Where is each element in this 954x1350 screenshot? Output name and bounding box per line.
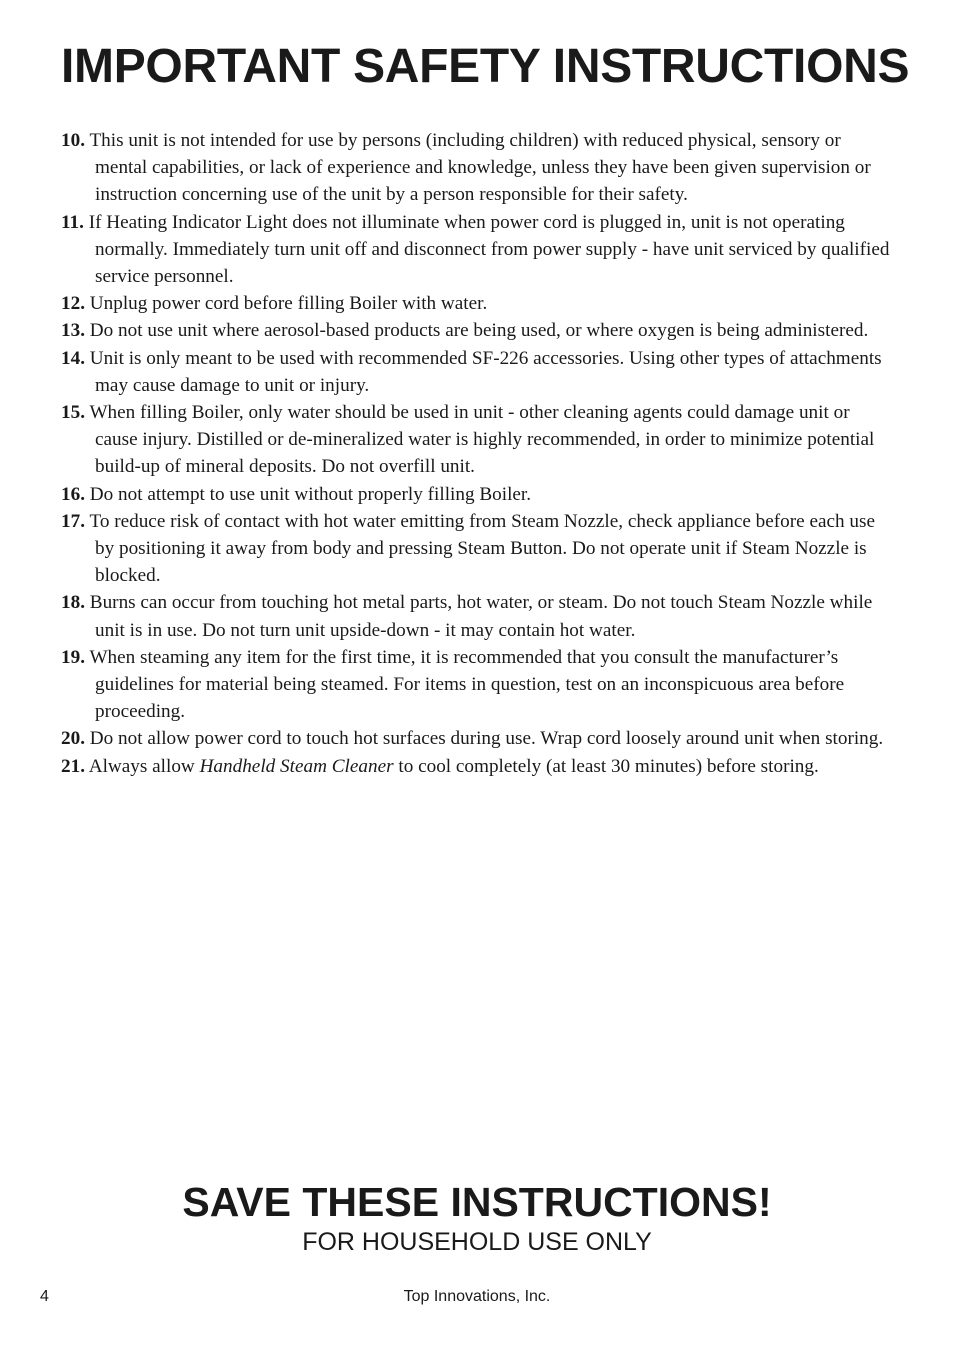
instruction-number: 14. xyxy=(61,347,85,369)
instruction-text: This unit is not intended for use by persons (including children) with reduced physical, sensory or mental capabilities, or lack of experience and knowledge, unless they have been given supervision or instruction concerning use of the unit by a person responsible for their safety. xyxy=(89,130,871,206)
instruction-number: 12. xyxy=(61,293,85,315)
instruction-number: 11. xyxy=(61,211,84,233)
instruction-item xyxy=(61,345,891,399)
instruction-item xyxy=(61,508,891,590)
instruction-number: 10. xyxy=(61,130,85,151)
instruction-text: Do not allow power cord to touch hot surfaces during use. Wrap cord loosely around unit when storing. xyxy=(89,728,884,750)
instruction-text: If Heating Indicator Light does not illuminate when power cord is plugged in, unit is not operating normally. Immediately turn unit off and disconnect from power supply - have unit serviced by qualified service personnel. xyxy=(88,211,890,288)
footer-company: Top Innovations, Inc. xyxy=(403,1288,551,1305)
instruction-text: When steaming any item for the first time, it is recommended that you consult the manufacturer’s guidelines for material being steamed. For items in question, test on an inconspicuous area before proceeding. xyxy=(89,646,845,723)
instruction-number: 19. xyxy=(61,646,85,668)
instruction-item xyxy=(61,644,891,726)
household-use-subtitle: FOR HOUSEHOLD USE ONLY xyxy=(302,1228,652,1256)
instruction-text: to cool completely (at least 30 minutes) before storing. xyxy=(393,755,819,777)
instruction-item xyxy=(61,209,891,291)
instruction-number: 13. xyxy=(61,320,85,342)
instruction-number: 15. xyxy=(61,402,85,424)
instruction-text: Burns can occur from touching hot metal parts, hot water, or steam. Do not touch Steam Nozzle while unit is in use. Do not turn unit upside-down - it may contain hot water. xyxy=(89,592,873,641)
instruction-item xyxy=(61,481,891,508)
instruction-number: 20. xyxy=(61,728,85,750)
instruction-number: 17. xyxy=(61,510,85,532)
product-name: Handheld Steam Cleaner xyxy=(199,755,394,777)
save-instructions-title: SAVE THESE INSTRUCTIONS! xyxy=(182,1179,772,1225)
instruction-text: Unplug power cord before filling Boiler with water. xyxy=(89,293,488,315)
instruction-text: When filling Boiler, only water should be used in unit - other cleaning agents could damage unit or cause injury. Distilled or de-mineralized water is highly recommended, in order to minimize potential build-up of mineral deposits. Do not overfill unit. xyxy=(89,402,875,478)
page-title: IMPORTANT SAFETY INSTRUCTIONS xyxy=(61,40,910,93)
instruction-text: Do not use unit where aerosol-based products are being used, or where oxygen is being administered. xyxy=(89,320,869,342)
instruction-item xyxy=(61,127,891,209)
instruction-item xyxy=(61,399,891,481)
instruction-item xyxy=(61,725,891,752)
instruction-text: Unit is only meant to be used with recommended SF-226 accessories. Using other types of attachments may cause damage to unit or injury. xyxy=(89,347,882,396)
instruction-item xyxy=(61,753,891,780)
instruction-text: To reduce risk of contact with hot water emitting from Steam Nozzle, check appliance before each use by positioning it away from body and pressing Steam Button. Do not operate unit if Steam Nozzle is blocked. xyxy=(89,510,875,587)
page-number: 4 xyxy=(40,1288,49,1305)
instruction-list xyxy=(61,127,891,780)
instruction-number: 18. xyxy=(61,592,85,614)
instruction-item xyxy=(61,290,891,317)
instruction-item xyxy=(61,589,891,643)
instruction-number: 21. xyxy=(61,755,85,777)
instruction-number: 16. xyxy=(61,483,85,505)
instruction-text: Always allow xyxy=(88,755,200,777)
instruction-text: Do not attempt to use unit without properly filling Boiler. xyxy=(89,483,532,505)
instruction-item xyxy=(61,317,891,344)
